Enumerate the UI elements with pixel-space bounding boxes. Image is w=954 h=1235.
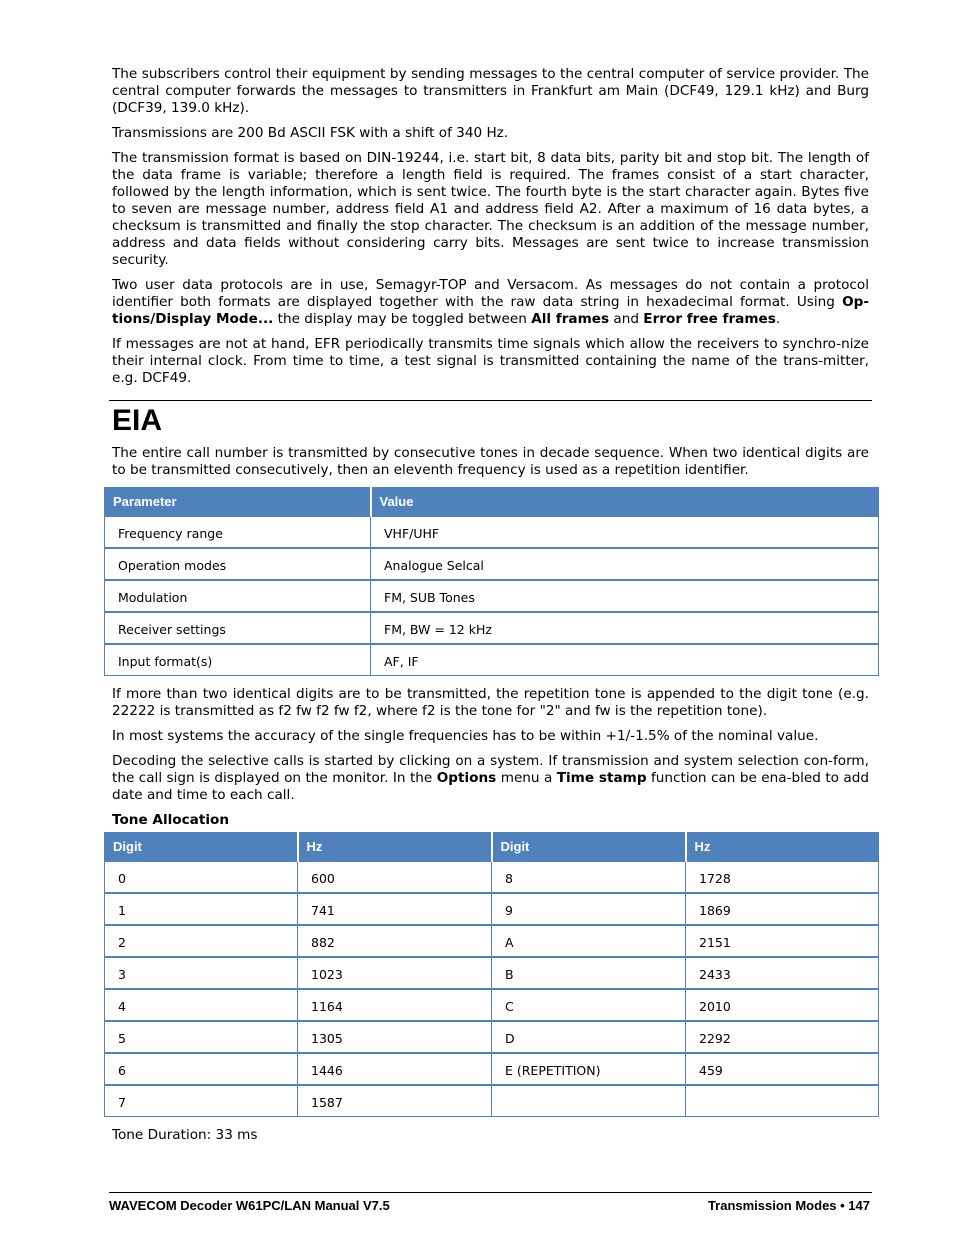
table-row: Input format(s) AF, IF — [105, 644, 879, 676]
table-row: 6 1446 E (REPETITION) 459 — [105, 1053, 879, 1085]
paragraph: In most systems the accuracy of the single frequencies has to be within +1/-1.5% of the nominal value. — [112, 728, 819, 744]
tone-duration-note: Tone Duration: 33 ms — [112, 1127, 258, 1143]
section-divider — [109, 400, 872, 401]
table-row: 3 1023 B 2433 — [105, 957, 879, 989]
paragraph: Two user data protocols are in use, Semagyr-TOP and Versacom. As messages do not contain a protocol identifier both formats are displayed together with the raw data string in hexadecimal format. Using Op-tions/Display Mode... the display may be toggled between All frames and Error free frames. — [112, 277, 869, 327]
footer-page-info: Transmission Modes • 147 — [707, 1198, 870, 1213]
table-row: 4 1164 C 2010 — [105, 989, 879, 1021]
paragraph: The subscribers control their equipment by sending messages to the central computer of service provider. The central computer forwards the messages to transmitters in Frankfurt am Main (DCF49, 129.1 kHz) and Burg (DCF39, 139.0 kHz). — [112, 66, 869, 116]
table-row: 2 882 A 2151 — [105, 925, 879, 957]
table-header: Hz — [298, 833, 492, 862]
paragraph: The entire call number is transmitted by consecutive tones in decade sequence. When two identical digits are to be transmitted consecutively, then an eleventh frequency is used as a repetition identifier. — [112, 445, 869, 478]
footer-manual-title: WAVECOM Decoder W61PC/LAN Manual V7.5 — [109, 1198, 390, 1213]
table-header: Parameter — [105, 488, 371, 517]
table-header: Digit — [105, 833, 298, 862]
table-row: Frequency range VHF/UHF — [105, 516, 879, 548]
parameter-table — [104, 487, 879, 676]
paragraph: If more than two identical digits are to be transmitted, the repetition tone is appended to the digit tone (e.g. 22222 is transmitted as f2 fw f2 fw f2, where f2 is the tone for "2" and fw is the repetition tone). — [112, 686, 869, 719]
table-header: Digit — [492, 833, 686, 862]
section-title: EIA — [112, 404, 163, 437]
tone-allocation-table — [104, 832, 879, 1117]
paragraph: Transmissions are 200 Bd ASCII FSK with a shift of 340 Hz. — [112, 125, 509, 141]
table-header: Value — [371, 488, 879, 517]
table-row: 7 1587 — [105, 1085, 879, 1117]
paragraph: If messages are not at hand, EFR periodically transmits time signals which allow the receivers to synchro-nize their internal clock. From time to time, a test signal is transmitted containing the name of the trans-mitter, e.g. DCF49. — [112, 336, 869, 386]
table-row: 0 600 8 1728 — [105, 861, 879, 893]
paragraph: Decoding the selective calls is started by clicking on a system. If transmission and system selection con-form, the call sign is displayed on the monitor. In the Options menu a Time stamp function can be ena-bled to add date and time to each call. — [112, 753, 869, 803]
table-row: Receiver settings FM, BW = 12 kHz — [105, 612, 879, 644]
table-row: 1 741 9 1869 — [105, 893, 879, 925]
table-header: Hz — [686, 833, 879, 862]
page-body — [112, 66, 869, 1152]
subheading: Tone Allocation — [112, 812, 230, 828]
menu-path: Op-tions/Display Mode... — [112, 294, 869, 327]
page-footer — [109, 1192, 872, 1213]
paragraph: The transmission format is based on DIN-19244, i.e. start bit, 8 data bits, parity bit and stop bit. The length of the data frame is variable; therefore a length field is required. The frames consist of a start character, followed by the length information, which is sent twice. The fourth byte is the start character again. Bytes five to seven are message number, address field A1 and address field A2. After a maximum of 16 data bytes, a checksum is transmitted and finally the stop character. The checksum is an addition of the message number, address and data fields without considering carry bits. Messages are sent twice to increase transmission security. — [112, 150, 869, 268]
table-row: Operation modes Analogue Selcal — [105, 548, 879, 580]
table-row: 5 1305 D 2292 — [105, 1021, 879, 1053]
table-row: Modulation FM, SUB Tones — [105, 580, 879, 612]
